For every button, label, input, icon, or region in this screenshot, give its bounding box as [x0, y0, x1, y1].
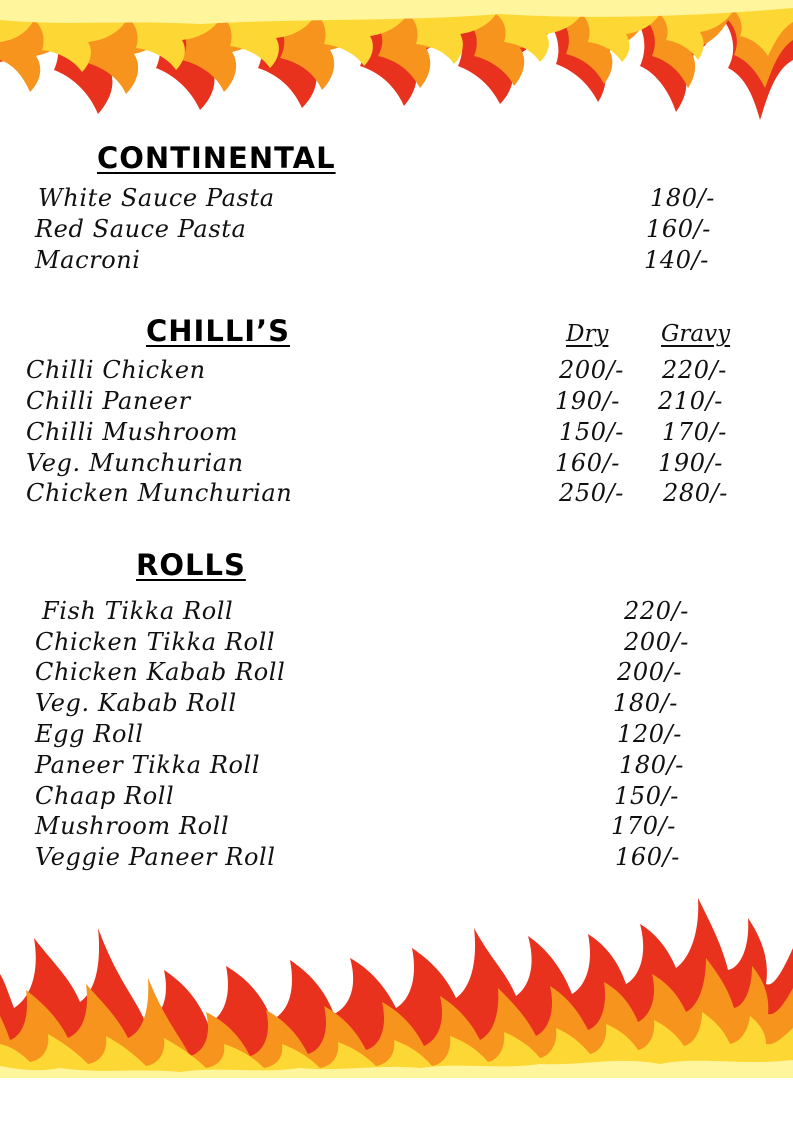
- item-price-gravy: 170/-: [662, 418, 728, 446]
- menu-item: [26, 417, 746, 447]
- item-price: 220/-: [624, 597, 690, 625]
- column-header-dry: Dry: [566, 321, 609, 347]
- item-price: 120/-: [617, 720, 683, 748]
- item-price: 200/-: [624, 628, 690, 656]
- flame-border-bottom: [0, 888, 793, 1078]
- item-price-dry: 150/-: [559, 418, 625, 446]
- item-name: Chicken Munchurian: [26, 479, 293, 507]
- menu-item: [26, 448, 746, 478]
- item-price-dry: 200/-: [559, 356, 625, 384]
- menu-item: [35, 688, 735, 718]
- menu-item: [26, 355, 746, 385]
- item-name: Fish Tikka Roll: [42, 597, 234, 625]
- menu-item: [26, 478, 746, 508]
- menu-item: [38, 183, 738, 213]
- menu-item: [35, 214, 735, 244]
- item-name: White Sauce Pasta: [38, 184, 275, 212]
- menu-item: [35, 719, 735, 749]
- item-name: Egg Roll: [35, 720, 144, 748]
- item-price: 150/-: [614, 782, 680, 810]
- item-name: Chicken Tikka Roll: [35, 628, 276, 656]
- item-price-gravy: 280/-: [663, 479, 729, 507]
- item-price: 160/-: [646, 215, 712, 243]
- item-name: Chaap Roll: [35, 782, 175, 810]
- menu-item: [35, 781, 735, 811]
- item-name: Chilli Paneer: [26, 387, 191, 415]
- column-header-gravy: Gravy: [661, 321, 731, 347]
- flame-border-top: [0, 0, 793, 135]
- item-name: Chilli Chicken: [26, 356, 206, 384]
- item-name: Veg. Munchurian: [26, 449, 244, 477]
- item-price-gravy: 210/-: [658, 387, 724, 415]
- menu-item: [42, 596, 742, 626]
- section-title-rolls: ROLLS: [136, 548, 246, 582]
- menu-item: [26, 386, 746, 416]
- item-name: Mushroom Roll: [35, 812, 230, 840]
- menu-item: [35, 627, 735, 657]
- item-price: 140/-: [644, 246, 710, 274]
- item-price-dry: 160/-: [555, 449, 621, 477]
- item-name: Paneer Tikka Roll: [35, 751, 261, 779]
- menu-item: [35, 811, 735, 841]
- section-title-continental: CONTINENTAL: [97, 141, 336, 175]
- item-price: 180/-: [619, 751, 685, 779]
- item-name: Macroni: [35, 246, 141, 274]
- item-name: Red Sauce Pasta: [35, 215, 247, 243]
- item-name: Chilli Mushroom: [26, 418, 239, 446]
- section-title-chillis: CHILLI’S: [146, 314, 290, 348]
- menu-item: [35, 657, 735, 687]
- menu-item: [35, 245, 735, 275]
- item-name: Veg. Kabab Roll: [35, 689, 237, 717]
- menu-item: [35, 750, 735, 780]
- item-price-dry: 190/-: [555, 387, 621, 415]
- item-price: 170/-: [611, 812, 677, 840]
- item-price: 180/-: [650, 184, 716, 212]
- item-name: Chicken Kabab Roll: [35, 658, 286, 686]
- item-price-dry: 250/-: [559, 479, 625, 507]
- item-price-gravy: 190/-: [658, 449, 724, 477]
- menu-item: [35, 842, 735, 872]
- item-price: 200/-: [617, 658, 683, 686]
- item-price-gravy: 220/-: [662, 356, 728, 384]
- item-price: 180/-: [613, 689, 679, 717]
- item-name: Veggie Paneer Roll: [35, 843, 276, 871]
- item-price: 160/-: [615, 843, 681, 871]
